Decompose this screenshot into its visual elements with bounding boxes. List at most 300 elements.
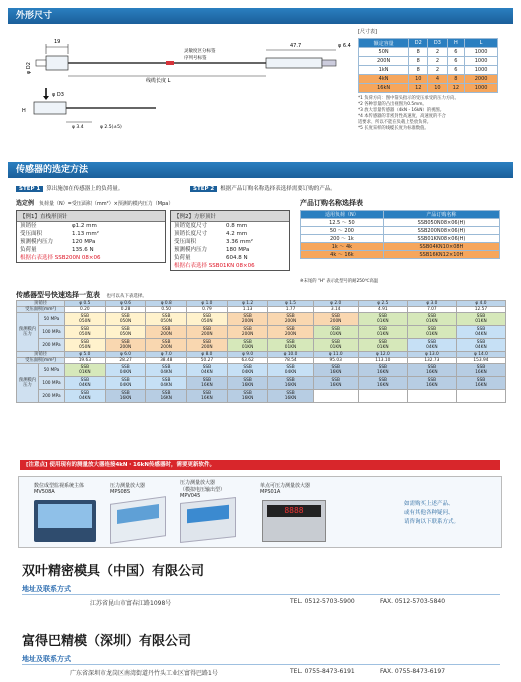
quick-cell — [227, 339, 268, 352]
dim-note: *1 负荷方向：图中箭头指示的受压承受的压力方向。 — [358, 96, 459, 101]
quick-cell-model: 050N — [119, 319, 132, 324]
company1-tel: TEL. 0512-5703-5900 — [290, 598, 355, 605]
quick-cell-series: SSB — [162, 365, 171, 370]
quick-pressure-label: 预测模内压力 — [17, 364, 39, 403]
quick-cell — [146, 313, 187, 326]
quick-cell — [187, 390, 228, 403]
dim-label-h: H — [22, 108, 26, 114]
quick-cell-model: 01KN — [377, 332, 389, 337]
quick-pin: φ 4.0 — [456, 301, 505, 307]
quick-cell-series: SSB — [286, 327, 295, 332]
section-title-dimensions: 外形尺寸 — [8, 8, 513, 24]
quick-cell-series: SSB — [162, 378, 171, 383]
quick-pin: φ 10.0 — [268, 352, 313, 358]
dim-cell-d3: 2 — [428, 48, 447, 57]
quick-cell — [456, 390, 505, 403]
quick-cell-model: 200N — [241, 332, 254, 337]
example1-value: 1.13 mm² — [72, 231, 99, 237]
quick-cell-model: 16KN — [160, 396, 172, 401]
quick-cell — [407, 313, 456, 326]
example1-value: 135.6 N — [72, 247, 94, 253]
quick-cell-series: SSB — [331, 378, 340, 383]
quick-cell — [65, 390, 106, 403]
quick-cell-model: 16KN — [475, 370, 487, 375]
quick-cell-series: SSB — [476, 314, 486, 319]
quick-cell-series: SSB — [427, 314, 437, 319]
quick-pin: φ 12.0 — [358, 352, 407, 358]
quick-pressure-row — [17, 339, 506, 352]
panel-note — [404, 500, 459, 527]
example1-header: 【例1】直栈形顶针 — [17, 211, 165, 222]
quick-cell-series: SSB — [331, 327, 340, 332]
company2-tel: TEL. 0755-8473-6191 — [290, 668, 355, 675]
quick-cell — [146, 326, 187, 339]
quick-cell — [313, 390, 358, 403]
quick-cell-model: 01KN — [426, 319, 438, 324]
quick-cell — [456, 364, 505, 377]
quick-area: 95.03 — [313, 358, 358, 364]
quick-cell-series: SSB — [286, 314, 295, 319]
quick-cell-series: SSB — [378, 314, 387, 319]
step2 — [190, 184, 336, 192]
quick-cell — [227, 326, 268, 339]
quick-pin: φ 0.5 — [65, 301, 106, 307]
pm-name: SSB16KN12×10H — [383, 251, 499, 259]
quick-cell-series: SSB — [243, 365, 252, 370]
quick-cell — [268, 390, 313, 403]
example1-key: 顶销径 — [20, 223, 37, 229]
pm-col-name: 产品订购名称 — [383, 211, 499, 219]
quick-cell-model: 16KN — [377, 370, 389, 375]
quick-pressure: 50 MPa — [39, 313, 65, 326]
product-mps01a — [260, 482, 310, 495]
example1-card — [16, 210, 166, 263]
example1-value: φ1.2 mm — [72, 223, 97, 229]
quick-cell — [456, 339, 505, 352]
pm-range: 1k ～ 4k — [301, 243, 384, 251]
dim-label-cable-length: 线缆长度 L — [146, 78, 171, 84]
dim-cell-cap: 1kN — [359, 66, 409, 75]
pm-row — [301, 235, 500, 243]
example1-value: 120 MPa — [72, 239, 96, 245]
example2-row — [171, 246, 289, 254]
quick-cell-model: 16KN — [241, 396, 254, 401]
quick-pin: φ 1.2 — [227, 301, 268, 307]
quick-cell — [407, 339, 456, 352]
quick-cell — [313, 313, 358, 326]
quick-cell — [105, 390, 146, 403]
example1-key: 预测模内压力 — [20, 239, 54, 245]
dim-note: *3 放大容量传感器（4kN・16kN）的视图。 — [358, 108, 445, 113]
quick-cell — [407, 390, 456, 403]
quick-pin: φ 1.0 — [187, 301, 228, 307]
company2-divider — [22, 664, 500, 665]
quick-cell-series: SSB — [121, 378, 130, 383]
dim-note: 适要求、所以不能在负载上垫放负荷。 — [358, 120, 432, 125]
quick-cell-series: SSB — [427, 327, 437, 332]
example2-value: 0.8 mm — [226, 223, 248, 229]
quick-cell-model: 16KN — [475, 383, 487, 388]
quick-cell-model: 16KN — [329, 370, 342, 375]
example1-row — [17, 222, 165, 230]
quick-cell-model: 01KN — [241, 345, 254, 350]
quick-pin: φ 2.0 — [313, 301, 358, 307]
quick-cell — [227, 390, 268, 403]
quick-cell-series: SSB — [121, 365, 130, 370]
quick-cell-model: 04KN — [160, 370, 172, 375]
product-mps01a-name: 单点可压力测量放大器 — [260, 483, 311, 489]
quick-cell — [456, 313, 505, 326]
quick-cell — [187, 377, 228, 390]
company1-name: 双叶精密模具（中国）有限公司 — [22, 564, 205, 579]
dim-note: *2 各种容量的凸出视图为0.5mm。 — [358, 102, 427, 107]
pm-range: 200 ～ 1k — [301, 235, 384, 243]
quick-cell — [358, 377, 407, 390]
quick-pin: φ 2.5 — [358, 301, 407, 307]
quick-cell-series: SSB — [476, 365, 486, 370]
dim-cell-l: 1000 — [465, 48, 498, 57]
product-map-table — [300, 210, 500, 259]
quick-cell-series: SSB — [427, 365, 437, 370]
example1-key: 负荷量 — [20, 247, 37, 253]
dim-note: *5 长度采样的线缆长度为标准数值。 — [358, 126, 429, 131]
dim-col-l: L — [465, 39, 498, 48]
quick-cell-model: 16KN — [426, 370, 438, 375]
quick-cell-series: SSB — [80, 314, 90, 319]
quick-pressure: 200 MPa — [39, 339, 65, 352]
step2-text: 根据产品订购名称选择表选择需要订购的产品。 — [220, 186, 336, 192]
quick-pressure-row — [17, 364, 506, 377]
dim-table-row — [359, 48, 498, 57]
quick-cell-series: SSB — [80, 378, 90, 383]
dim-cell-h: 6 — [447, 66, 465, 75]
quick-cell-model: 01KN — [79, 370, 91, 375]
quick-cell-model: 200N — [329, 319, 342, 324]
quick-cell-series: SSB — [378, 327, 387, 332]
quick-area: 12.57 — [456, 307, 505, 313]
quick-pressure-row — [17, 326, 506, 339]
dim-cell-cap: 200N — [359, 57, 409, 66]
dim-col-d2: D2 — [409, 39, 428, 48]
quick-subtitle: 也可以从下表选择。 — [106, 294, 147, 299]
quick-area: 0.50 — [146, 307, 187, 313]
cable-label-sensitivity: 灵敏度区分标签 — [184, 49, 216, 54]
product-mps08s — [110, 482, 145, 495]
quick-cell — [313, 326, 358, 339]
dim-cell-cap: 16kN — [359, 84, 409, 93]
pm-range: 12.5 ～ 50 — [301, 219, 384, 227]
quick-area: 132.73 — [407, 358, 456, 364]
quick-cell — [105, 377, 146, 390]
quick-cell — [456, 326, 505, 339]
panel-note-line2: 或有其他各种疑问、 — [404, 510, 454, 516]
quick-cell-model: 16KN — [241, 383, 254, 388]
quick-cell-model: 050N — [160, 319, 172, 324]
quick-pin: φ 13.0 — [407, 352, 456, 358]
dim-col-d3: D3 — [428, 39, 447, 48]
quick-cell-series: SSB — [80, 327, 90, 332]
quick-cell-model: 04KN — [79, 383, 91, 388]
quick-cell-series: SSB — [476, 340, 486, 345]
quick-cell — [358, 390, 407, 403]
dim-cell-d3: 2 — [428, 57, 447, 66]
quick-cell-model: 04KN — [160, 383, 172, 388]
quick-cell — [227, 313, 268, 326]
quick-cell — [268, 313, 313, 326]
product-mps08s-name: 压力测量放大器 — [110, 483, 146, 489]
cable-label-serial: 序列号标签 — [184, 56, 207, 61]
dim-cell-d2: 8 — [409, 66, 428, 75]
example1-row — [17, 238, 165, 246]
formula — [16, 198, 173, 207]
example2-row — [171, 238, 289, 246]
quick-pin: φ 7.0 — [146, 352, 187, 358]
dim-cell-d3: 4 — [428, 75, 447, 84]
dim-label-25: φ 2.5(±5) — [100, 125, 122, 130]
dim-cell-cap: 50N — [359, 48, 409, 57]
quick-cell — [227, 377, 268, 390]
quick-cell-series: SSB — [427, 340, 437, 345]
quick-cell-model: 01KN — [475, 319, 487, 324]
product-mv508a-model: MV508A — [34, 489, 55, 495]
quick-cell-series: SSB — [202, 391, 212, 396]
company1-addr-header: 地址及联系方式 — [22, 585, 71, 593]
quick-cell-model: 04KN — [475, 332, 487, 337]
dim-cell-cap: 4kN — [359, 75, 409, 84]
dim-table-row — [359, 66, 498, 75]
quick-pin: φ 8.0 — [187, 352, 228, 358]
quick-cell-series: SSB — [378, 340, 387, 345]
quick-cell — [313, 364, 358, 377]
quick-pin: φ 5.0 — [65, 352, 106, 358]
quick-area: 38.48 — [146, 358, 187, 364]
quick-cell-series: SSB — [162, 327, 171, 332]
example2-row — [171, 222, 289, 230]
quick-table — [16, 300, 506, 403]
quick-cell — [146, 339, 187, 352]
company2-name: 富得巴精模（深圳）有限公司 — [22, 634, 192, 649]
quick-area: 4.91 — [358, 307, 407, 313]
quick-cell-series: SSB — [121, 314, 130, 319]
dim-table — [358, 38, 498, 93]
quick-cell — [65, 326, 106, 339]
product-mv508a — [34, 482, 84, 495]
quick-cell-series: SSB — [476, 327, 486, 332]
product-mps01a-model: MPS01A — [260, 489, 281, 495]
quick-pressure-row — [17, 377, 506, 390]
quick-cell — [187, 326, 228, 339]
quick-area: 19.63 — [65, 358, 106, 364]
dimension-drawing — [16, 30, 356, 150]
quick-title-text: 传感器型号快速选择一览表 — [16, 291, 100, 299]
pm-range: 4k ～ 16k — [301, 251, 384, 259]
pm-name: SSB01KN08×06(H) — [383, 235, 499, 243]
pm-row — [301, 251, 500, 259]
quick-cell-series: SSB — [331, 340, 340, 345]
quick-cell — [358, 313, 407, 326]
quick-cell-series: SSB — [202, 378, 212, 383]
quick-cell-series: SSB — [286, 340, 295, 345]
pm-name: SSB200N08×06(H) — [383, 227, 499, 235]
quick-cell-model: 200N — [201, 345, 213, 350]
quick-area: 50.27 — [187, 358, 228, 364]
quick-cell-series: SSB — [202, 314, 212, 319]
quick-pin: φ 0.6 — [105, 301, 146, 307]
quick-cell — [105, 339, 146, 352]
product-map-note: ※末尾的 "H" 表示此型号的耐250℃高温 — [300, 279, 379, 284]
quick-cell — [358, 326, 407, 339]
example2-value: 180 MPa — [226, 247, 250, 253]
quick-cell-model: 01KN — [377, 319, 389, 324]
quick-area: 1.13 — [227, 307, 268, 313]
quick-cell-series: SSB — [331, 314, 340, 319]
quick-cell-model: 01KN — [329, 332, 342, 337]
example2-card — [170, 210, 290, 271]
quick-cell-series: SSB — [162, 340, 171, 345]
quick-cell-model: 200N — [160, 345, 172, 350]
pm-row — [301, 227, 500, 235]
quick-cell — [268, 339, 313, 352]
dim-cell-h: 6 — [447, 48, 465, 57]
quick-cell-model: 050N — [79, 319, 91, 324]
section-title-selection: 传感器的选定方法 — [8, 162, 513, 178]
quick-cell-model: 200N — [284, 319, 297, 324]
quick-cell-model: 04KN — [119, 383, 132, 388]
formula-text: 负荷量（N）=受压面积（mm²）×预测的模内压力（Mpa） — [38, 201, 174, 207]
quick-cell-series: SSB — [121, 340, 130, 345]
step1-tag: STEP 1 — [16, 186, 43, 192]
quick-cell-series: SSB — [202, 327, 212, 332]
quick-area: 0.28 — [105, 307, 146, 313]
quick-cell-model: 050N — [201, 319, 213, 324]
quick-area: 78.54 — [268, 358, 313, 364]
quick-cell-series: SSB — [286, 391, 295, 396]
formula-label: 选定例 — [16, 200, 35, 207]
company1-divider — [22, 594, 500, 595]
quick-cell-series: SSB — [202, 340, 212, 345]
quick-area: 63.62 — [227, 358, 268, 364]
dim-table-row — [359, 84, 498, 93]
dim-table-row — [359, 75, 498, 84]
quick-cell-model: 050N — [79, 345, 91, 350]
quick-cell — [187, 364, 228, 377]
product-mps08s-image — [110, 496, 166, 544]
quick-cell-model: 050N — [119, 332, 132, 337]
example2-key: 预测模内压力 — [174, 247, 208, 253]
example1-row — [17, 230, 165, 238]
dim-cell-h: 8 — [447, 75, 465, 84]
quick-cell — [268, 326, 313, 339]
dim-cell-h: 12 — [447, 84, 465, 93]
quick-cell-model: 16KN — [377, 383, 389, 388]
quick-cell-series: SSB — [286, 378, 295, 383]
product-mpv045-model: MPV045 — [180, 493, 201, 499]
quick-cell-series: SSB — [162, 314, 171, 319]
quick-cell-model: 04KN — [201, 370, 213, 375]
quick-cell — [268, 364, 313, 377]
example2-row — [171, 254, 289, 262]
quick-cell — [313, 377, 358, 390]
example2-key: 负荷量 — [174, 255, 191, 261]
pm-col-range: 适用负荷（N） — [301, 211, 384, 219]
quick-cell-series: SSB — [243, 340, 252, 345]
quick-area: 0.20 — [65, 307, 106, 313]
panel-note-line1: 如需购买上述产品、 — [404, 501, 454, 507]
quick-cell-model: 04KN — [119, 370, 132, 375]
quick-cell-model: 04KN — [241, 370, 254, 375]
quick-cell — [407, 364, 456, 377]
quick-cell — [268, 377, 313, 390]
quick-cell-model: 16KN — [201, 396, 213, 401]
quick-cell-model: 16KN — [426, 383, 438, 388]
quick-cell — [105, 313, 146, 326]
quick-cell-series: SSB — [202, 365, 212, 370]
dim-cell-d2: 10 — [409, 75, 428, 84]
quick-area: 28.27 — [105, 358, 146, 364]
quick-cell-series: SSB — [80, 340, 90, 345]
quick-cell-series: SSB — [286, 365, 295, 370]
quick-cell — [227, 364, 268, 377]
quick-area: 3.14 — [313, 307, 358, 313]
example2-value: 604.8 N — [226, 255, 248, 261]
quick-pressure-row — [17, 390, 506, 403]
dim-label-d3: φ D3 — [52, 92, 64, 98]
quick-cell — [105, 364, 146, 377]
product-mpv045-sub: （模拟电压输出型） — [180, 487, 226, 493]
quick-cell-model: 16KN — [201, 383, 213, 388]
product-mv508a-name: 数位成型监视系统主体 — [34, 483, 85, 489]
quick-cell-model: 050N — [79, 332, 91, 337]
example2-key: 受压面积 — [174, 239, 197, 245]
quick-pin: φ 0.8 — [146, 301, 187, 307]
dim-cell-d2: 12 — [409, 84, 428, 93]
dim-notes — [358, 96, 508, 132]
quick-pressure: 100 MPa — [39, 326, 65, 339]
dim-cell-l: 1000 — [465, 84, 498, 93]
step1-text: 算出施加在传感器上的负荷量。 — [46, 186, 124, 192]
quick-cell-model: 01KN — [284, 345, 297, 350]
quick-cell-series: SSB — [476, 378, 486, 383]
example2-value: 3.36 mm² — [226, 239, 253, 245]
dim-cell-l: 1000 — [465, 66, 498, 75]
quick-pressure: 100 MPa — [39, 377, 65, 390]
quick-cell — [456, 377, 505, 390]
product-mps01a-image — [262, 500, 326, 542]
quick-cell-series: SSB — [121, 327, 130, 332]
quick-pressure-label: 预测模内压力 — [17, 313, 39, 352]
step1 — [16, 184, 123, 192]
product-mv508a-image — [34, 500, 96, 542]
quick-area-label: 受压面积[mm²] — [17, 307, 65, 313]
quick-cell — [65, 377, 106, 390]
dim-label-477: 47.7 — [290, 43, 302, 49]
quick-cell-model: 01KN — [426, 332, 438, 337]
quick-cell — [146, 364, 187, 377]
dim-cell-d2: 8 — [409, 57, 428, 66]
quick-cell-series: SSB — [331, 365, 340, 370]
quick-pressure: 50 MPa — [39, 364, 65, 377]
dim-label-34: φ 3.4 — [72, 125, 84, 130]
quick-pin: φ 6.0 — [105, 352, 146, 358]
quick-cell-model: 200N — [160, 332, 172, 337]
quick-cell-series: SSB — [243, 391, 252, 396]
quick-area-label: 受压面积[mm²] — [17, 358, 65, 364]
quick-cell-series: SSB — [378, 378, 387, 383]
quick-cell-model: 200N — [119, 345, 132, 350]
dim-label-d64: φ 6.4 — [338, 43, 351, 49]
product-mpv045 — [180, 479, 225, 499]
quick-area: 113.10 — [358, 358, 407, 364]
